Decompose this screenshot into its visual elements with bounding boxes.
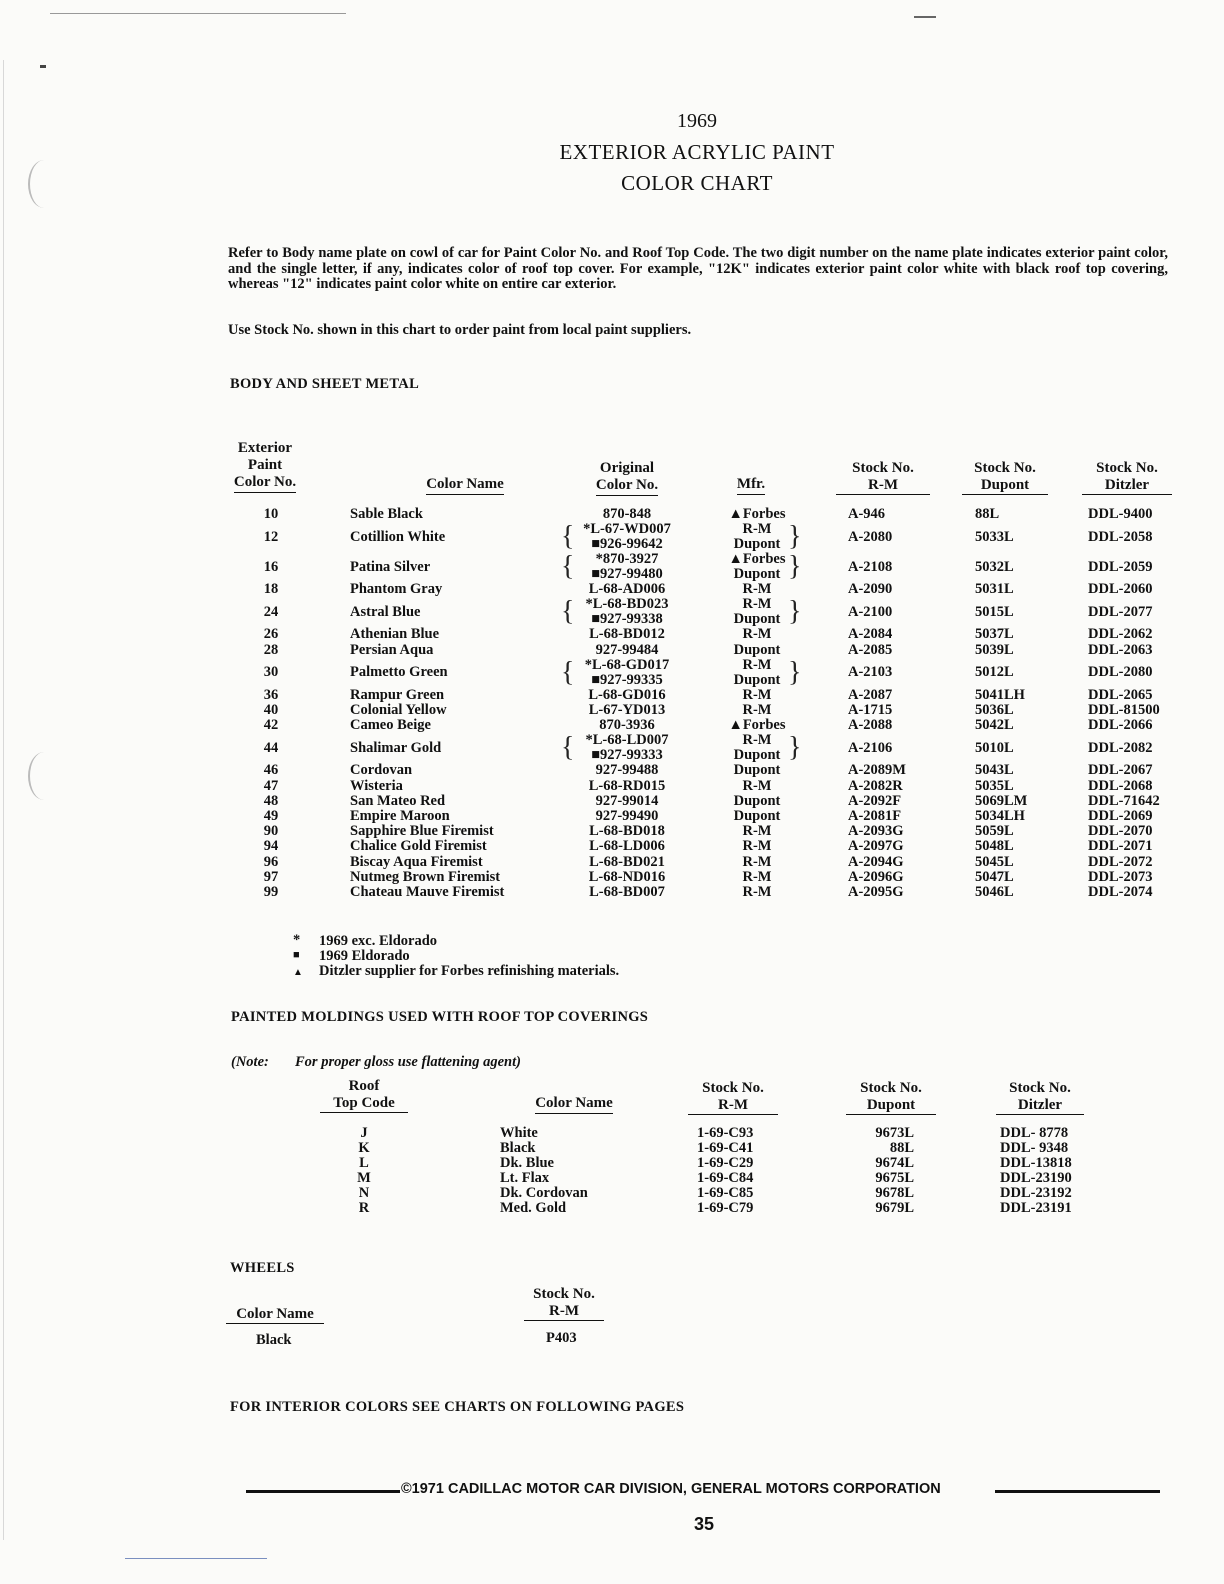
stock-no-ditzler: DDL-81500 bbox=[1088, 702, 1160, 718]
paint-color-no: 26 bbox=[263, 626, 279, 643]
paint-color-no: 28 bbox=[263, 641, 279, 658]
molding-stock-dupont: 9675L bbox=[875, 1170, 914, 1186]
stock-no-rm: A-2090 bbox=[848, 581, 893, 598]
manufacturer: Dupont bbox=[733, 536, 781, 553]
stock-no-rm: A-2088 bbox=[848, 717, 893, 734]
footnote-mark: ▲ bbox=[293, 967, 303, 978]
molding-stock-ditzler: DDL-23191 bbox=[1000, 1200, 1072, 1216]
stock-no-dupont: 5045L bbox=[975, 853, 1014, 870]
header-wheels-color-name: Color Name bbox=[226, 1306, 326, 1324]
original-color-no: L-68-GD016 bbox=[588, 686, 666, 703]
manufacturer: ▲Forbes bbox=[728, 717, 786, 734]
brace-left: { bbox=[561, 732, 575, 764]
punch-hole-middle bbox=[28, 752, 60, 800]
stock-no-ditzler: DDL-2062 bbox=[1088, 626, 1153, 643]
molding-stock-rm: 1-69-C93 bbox=[697, 1125, 754, 1141]
page-subtitle: COLOR CHART bbox=[621, 171, 773, 195]
manufacturer: R-M bbox=[742, 884, 772, 900]
original-color-no: *L-68-LD007 bbox=[585, 732, 669, 749]
stock-no-dupont: 5041LH bbox=[975, 686, 1025, 703]
paint-color-no: 46 bbox=[263, 762, 279, 779]
stock-no-dupont: 5012L bbox=[975, 664, 1014, 681]
color-name: Astral Blue bbox=[350, 603, 421, 620]
stock-no-dupont: 88L bbox=[975, 506, 1000, 522]
paint-color-no: 47 bbox=[263, 777, 279, 794]
color-name: Cordovan bbox=[350, 762, 413, 779]
color-name: Patina Silver bbox=[350, 558, 431, 575]
molding-stock-ditzler: DDL- 9348 bbox=[1000, 1140, 1069, 1156]
manufacturer: R-M bbox=[742, 777, 772, 794]
original-color-no: ■927-99333 bbox=[591, 747, 663, 764]
roof-top-code: L bbox=[359, 1155, 369, 1171]
manufacturer: R-M bbox=[742, 868, 772, 885]
interior-colors-note: FOR INTERIOR COLORS SEE CHARTS ON FOLLOWING PAGES bbox=[230, 1399, 685, 1415]
color-name: Rampur Green bbox=[350, 686, 445, 703]
stock-no-ditzler: DDL-2073 bbox=[1088, 868, 1153, 885]
stock-no-ditzler: DDL-2071 bbox=[1088, 838, 1153, 855]
original-color-no: ■927-99480 bbox=[591, 566, 663, 583]
molding-stock-rm: 1-69-C85 bbox=[697, 1185, 754, 1201]
paint-color-no: 24 bbox=[263, 603, 279, 620]
stock-no-ditzler: DDL-2069 bbox=[1088, 808, 1153, 824]
stock-no-ditzler: DDL-9400 bbox=[1088, 506, 1153, 522]
footer-rule-right bbox=[995, 1490, 1160, 1493]
paint-color-no: 99 bbox=[263, 884, 279, 900]
footnote-text: 1969 exc. Eldorado bbox=[319, 933, 438, 949]
stock-no-dupont: 5048L bbox=[975, 838, 1014, 855]
stock-no-rm: A-2082R bbox=[848, 777, 903, 794]
manufacturer: R-M bbox=[742, 521, 772, 538]
stock-no-dupont: 5037L bbox=[975, 626, 1014, 643]
header-stock-ditzler: Stock No. Ditzler bbox=[1082, 460, 1172, 495]
original-color-no: L-68-BD007 bbox=[589, 884, 665, 900]
page-year: 1969 bbox=[677, 110, 717, 132]
original-color-no: 870-3936 bbox=[599, 717, 655, 734]
footnote-text: Ditzler supplier for Forbes refinishing materials. bbox=[319, 963, 620, 979]
moldings-note-text: For proper gloss use flattening agent) bbox=[295, 1054, 521, 1070]
molding-color-name: Med. Gold bbox=[500, 1200, 567, 1216]
stock-no-dupont: 5059L bbox=[975, 823, 1014, 840]
paint-color-no: 16 bbox=[263, 558, 279, 575]
stock-no-rm: A-2085 bbox=[848, 641, 893, 658]
stock-no-rm: A-2095G bbox=[848, 884, 904, 900]
brace-left: { bbox=[561, 521, 575, 553]
stock-no-dupont: 5034LH bbox=[975, 808, 1025, 824]
manufacturer: R-M bbox=[742, 656, 772, 673]
stock-no-ditzler: DDL-71642 bbox=[1088, 792, 1160, 809]
original-color-no: 927-99484 bbox=[595, 641, 659, 658]
header-molding-stock-dupont: Stock No. Dupont bbox=[846, 1080, 936, 1115]
stock-no-ditzler: DDL-2080 bbox=[1088, 664, 1153, 681]
molding-stock-rm: 1-69-C84 bbox=[697, 1170, 754, 1186]
molding-stock-dupont: 9673L bbox=[875, 1125, 914, 1141]
manufacturer: Dupont bbox=[733, 747, 781, 764]
wheels-section-heading: WHEELS bbox=[230, 1260, 295, 1276]
manufacturer: Dupont bbox=[733, 671, 781, 688]
header-roof-top-code: Roof Top Code bbox=[320, 1078, 408, 1113]
color-name: Empire Maroon bbox=[350, 808, 450, 824]
original-color-no: L-68-AD006 bbox=[588, 581, 666, 598]
wheels-color: Black bbox=[256, 1332, 292, 1348]
brace-right: } bbox=[788, 596, 802, 628]
original-color-no: L-68-BD018 bbox=[589, 823, 665, 840]
stock-no-ditzler: DDL-2065 bbox=[1088, 686, 1153, 703]
molding-color-name: White bbox=[500, 1125, 538, 1141]
paint-color-no: 94 bbox=[263, 838, 279, 855]
brace-left: { bbox=[561, 596, 575, 628]
manufacturer: Dupont bbox=[733, 808, 781, 824]
stock-no-ditzler: DDL-2058 bbox=[1088, 528, 1153, 545]
original-color-no: ■926-99642 bbox=[591, 536, 663, 553]
original-color-no: *870-3927 bbox=[595, 551, 659, 568]
paint-color-no: 12 bbox=[263, 528, 279, 545]
stock-no-rm: A-1715 bbox=[848, 702, 893, 718]
manufacturer: R-M bbox=[742, 626, 772, 643]
stock-no-rm: A-2089M bbox=[848, 762, 906, 779]
color-name: Chateau Mauve Firemist bbox=[350, 884, 505, 900]
molding-stock-rm: 1-69-C29 bbox=[697, 1155, 754, 1171]
paint-color-no: 10 bbox=[263, 506, 279, 522]
footnote-mark: ■ bbox=[293, 949, 300, 961]
molding-color-name: Lt. Flax bbox=[500, 1170, 550, 1186]
stock-no-dupont: 5031L bbox=[975, 581, 1014, 598]
header-color-name: Color Name bbox=[400, 476, 530, 495]
scan-dot bbox=[40, 65, 46, 68]
stock-no-dupont: 5047L bbox=[975, 868, 1014, 885]
color-name: Colonial Yellow bbox=[350, 702, 447, 718]
header-mfr: Mfr. bbox=[722, 476, 780, 495]
roof-top-code: J bbox=[360, 1125, 368, 1141]
manufacturer: ▲Forbes bbox=[728, 551, 786, 568]
manufacturer: Dupont bbox=[733, 762, 781, 779]
paint-color-no: 44 bbox=[263, 739, 279, 756]
original-color-no: *L-68-BD023 bbox=[585, 596, 669, 613]
color-name: Sapphire Blue Firemist bbox=[350, 823, 494, 840]
color-name: Shalimar Gold bbox=[350, 739, 442, 756]
stock-no-rm: A-2092F bbox=[848, 792, 902, 809]
footnote-mark: * bbox=[293, 932, 301, 948]
paint-color-no: 96 bbox=[263, 853, 279, 870]
roof-top-code: M bbox=[357, 1170, 371, 1186]
original-color-no: L-68-BD012 bbox=[589, 626, 665, 643]
molding-stock-rm: 1-69-C41 bbox=[697, 1140, 754, 1156]
color-name: Persian Aqua bbox=[350, 641, 434, 658]
header-stock-rm: Stock No. R-M bbox=[836, 460, 930, 495]
stock-note: Use Stock No. shown in this chart to order paint from local paint suppliers. bbox=[228, 322, 692, 338]
stock-no-ditzler: DDL-2082 bbox=[1088, 739, 1153, 756]
molding-stock-dupont: 88L bbox=[889, 1140, 914, 1156]
stock-no-dupont: 5069LM bbox=[975, 792, 1028, 809]
manufacturer: R-M bbox=[742, 686, 772, 703]
stock-no-rm: A-2100 bbox=[848, 603, 893, 620]
manufacturer: R-M bbox=[742, 702, 772, 718]
paint-color-no: 36 bbox=[263, 686, 279, 703]
brace-right: } bbox=[788, 732, 802, 764]
stock-no-dupont: 5035L bbox=[975, 777, 1014, 794]
roof-top-code: R bbox=[358, 1200, 370, 1216]
roof-top-code: K bbox=[358, 1140, 370, 1156]
original-color-no: *L-68-GD017 bbox=[584, 656, 670, 673]
stock-no-rm: A-2081F bbox=[848, 808, 902, 824]
header-molding-color-name: Color Name bbox=[520, 1095, 628, 1114]
header-exterior-color-no: Exterior Paint Color No. bbox=[222, 440, 308, 493]
manufacturer: R-M bbox=[742, 823, 772, 840]
manufacturer: Dupont bbox=[733, 566, 781, 583]
stock-no-ditzler: DDL-2077 bbox=[1088, 603, 1153, 620]
paint-color-no: 97 bbox=[263, 868, 279, 885]
molding-color-name: Dk. Blue bbox=[500, 1155, 554, 1171]
stock-no-ditzler: DDL-2068 bbox=[1088, 777, 1153, 794]
stock-no-rm: A-2097G bbox=[848, 838, 904, 855]
paint-color-no: 30 bbox=[263, 664, 279, 681]
roof-top-code: N bbox=[358, 1185, 370, 1201]
brace-right: } bbox=[788, 521, 802, 553]
stock-no-ditzler: DDL-2060 bbox=[1088, 581, 1153, 598]
stock-no-rm: A-2084 bbox=[848, 626, 893, 643]
original-color-no: 927-99014 bbox=[595, 792, 659, 809]
paint-color-no: 18 bbox=[263, 581, 279, 598]
manufacturer: Dupont bbox=[733, 641, 781, 658]
color-name: Wisteria bbox=[350, 777, 403, 794]
paint-color-no: 48 bbox=[263, 792, 279, 809]
molding-color-name: Black bbox=[500, 1140, 536, 1156]
original-color-no: ■927-99335 bbox=[591, 671, 663, 688]
original-color-no: L-68-ND016 bbox=[588, 868, 666, 885]
stock-no-dupont: 5033L bbox=[975, 528, 1014, 545]
stock-no-rm: A-2103 bbox=[848, 664, 893, 681]
molding-stock-dupont: 9674L bbox=[875, 1155, 914, 1171]
scan-left-edge bbox=[3, 60, 4, 1540]
stock-no-dupont: 5046L bbox=[975, 884, 1014, 900]
header-wheels-stock-rm: Stock No. R-M bbox=[524, 1286, 604, 1321]
stock-no-rm: A-2094G bbox=[848, 853, 904, 870]
manufacturer: R-M bbox=[742, 596, 772, 613]
molding-stock-rm: 1-69-C79 bbox=[697, 1200, 754, 1216]
stock-no-ditzler: DDL-2072 bbox=[1088, 853, 1153, 870]
paint-color-no: 90 bbox=[263, 823, 279, 840]
color-name: Cotillion White bbox=[350, 528, 446, 545]
stock-no-dupont: 5036L bbox=[975, 702, 1014, 718]
paint-color-no: 42 bbox=[263, 717, 279, 734]
manufacturer: ▲Forbes bbox=[728, 506, 786, 522]
stock-no-ditzler: DDL-2063 bbox=[1088, 641, 1153, 658]
color-name: Palmetto Green bbox=[350, 664, 448, 681]
footnote-text: 1969 Eldorado bbox=[319, 948, 410, 964]
scan-bottom-rule bbox=[125, 1558, 267, 1559]
molding-stock-dupont: 9678L bbox=[875, 1185, 914, 1201]
paint-color-no: 40 bbox=[263, 702, 279, 718]
stock-no-rm: A-2108 bbox=[848, 558, 893, 575]
brace-left: { bbox=[561, 656, 575, 688]
stock-no-ditzler: DDL-2067 bbox=[1088, 762, 1153, 779]
stock-no-rm: A-2080 bbox=[848, 528, 893, 545]
color-name: San Mateo Red bbox=[350, 792, 446, 809]
manufacturer: R-M bbox=[742, 838, 772, 855]
header-molding-stock-rm: Stock No. R-M bbox=[688, 1080, 778, 1115]
stock-no-rm: A-2087 bbox=[848, 686, 893, 703]
stock-no-rm: A-2096G bbox=[848, 868, 904, 885]
molding-stock-ditzler: DDL-13818 bbox=[1000, 1155, 1072, 1171]
header-original-color-no: Original Color No. bbox=[578, 460, 676, 496]
stock-no-dupont: 5010L bbox=[975, 739, 1014, 756]
scan-top-rule bbox=[50, 13, 346, 14]
manufacturer: R-M bbox=[742, 853, 772, 870]
brace-left: { bbox=[561, 551, 575, 583]
stock-no-ditzler: DDL-2074 bbox=[1088, 884, 1153, 900]
color-name: Athenian Blue bbox=[350, 626, 440, 643]
molding-color-name: Dk. Cordovan bbox=[500, 1185, 588, 1201]
stock-no-dupont: 5015L bbox=[975, 603, 1014, 620]
original-color-no: L-68-BD021 bbox=[589, 853, 665, 870]
stock-no-rm: A-2093G bbox=[848, 823, 904, 840]
stock-no-ditzler: DDL-2066 bbox=[1088, 717, 1153, 734]
original-color-no: L-67-YD013 bbox=[588, 702, 666, 718]
page-title: EXTERIOR ACRYLIC PAINT bbox=[559, 140, 835, 164]
original-color-no: 927-99490 bbox=[595, 808, 659, 824]
paint-color-no: 49 bbox=[263, 808, 279, 824]
color-name: Nutmeg Brown Firemist bbox=[350, 868, 501, 885]
footer-rule-left bbox=[246, 1490, 400, 1493]
stock-no-dupont: 5032L bbox=[975, 558, 1014, 575]
moldings-note-label: (Note: bbox=[231, 1054, 269, 1070]
original-color-no: 870-848 bbox=[602, 506, 652, 522]
manufacturer: Dupont bbox=[733, 792, 781, 809]
molding-stock-ditzler: DDL-23192 bbox=[1000, 1185, 1072, 1201]
manufacturer: Dupont bbox=[733, 611, 781, 628]
footer-copyright: ©1971 CADILLAC MOTOR CAR DIVISION, GENERAL MOTORS CORPORATION bbox=[401, 1481, 941, 1497]
stock-no-rm: A-2106 bbox=[848, 739, 893, 756]
scan-top-dash bbox=[914, 16, 936, 18]
color-name: Sable Black bbox=[350, 506, 423, 522]
manufacturer: R-M bbox=[742, 581, 772, 598]
brace-right: } bbox=[788, 551, 802, 583]
body-section-heading: BODY AND SHEET METAL bbox=[230, 376, 420, 392]
original-color-no: ■927-99338 bbox=[591, 611, 663, 628]
brace-right: } bbox=[788, 656, 802, 688]
moldings-section-heading: PAINTED MOLDINGS USED WITH ROOF TOP COVERINGS bbox=[231, 1009, 649, 1025]
original-color-no: L-68-RD015 bbox=[588, 777, 666, 794]
molding-stock-ditzler: DDL-23190 bbox=[1000, 1170, 1072, 1186]
color-name: Cameo Beige bbox=[350, 717, 431, 734]
stock-no-rm: A-946 bbox=[848, 506, 886, 522]
wheels-stock: P403 bbox=[546, 1330, 577, 1346]
color-name: Phantom Gray bbox=[350, 581, 443, 598]
stock-no-ditzler: DDL-2059 bbox=[1088, 558, 1153, 575]
color-name: Biscay Aqua Firemist bbox=[350, 853, 483, 870]
molding-stock-ditzler: DDL- 8778 bbox=[1000, 1125, 1069, 1141]
molding-stock-dupont: 9679L bbox=[875, 1200, 914, 1216]
color-name: Chalice Gold Firemist bbox=[350, 838, 487, 855]
original-color-no: 927-99488 bbox=[595, 762, 659, 779]
stock-no-ditzler: DDL-2070 bbox=[1088, 823, 1153, 840]
intro-paragraph: Refer to Body name plate on cowl of car for Paint Color No. and Roof Top Code. The two digit number on the name plate indicates exterior paint color, and the single letter, if any, indicates color of roof top cover. For example, "12K" indicates exterior paint color white with black roof top covering, whereas "12" indicates paint color white on entire car exterior. bbox=[228, 245, 1168, 292]
stock-no-dupont: 5043L bbox=[975, 762, 1014, 779]
manufacturer: R-M bbox=[742, 732, 772, 749]
stock-no-dupont: 5039L bbox=[975, 641, 1014, 658]
header-molding-stock-ditzler: Stock No. Ditzler bbox=[996, 1080, 1084, 1115]
page-number: 35 bbox=[693, 1514, 715, 1534]
original-color-no: L-68-LD006 bbox=[589, 838, 665, 855]
stock-no-dupont: 5042L bbox=[975, 717, 1014, 734]
original-color-no: *L-67-WD007 bbox=[583, 521, 671, 538]
header-stock-dupont: Stock No. Dupont bbox=[962, 460, 1048, 495]
